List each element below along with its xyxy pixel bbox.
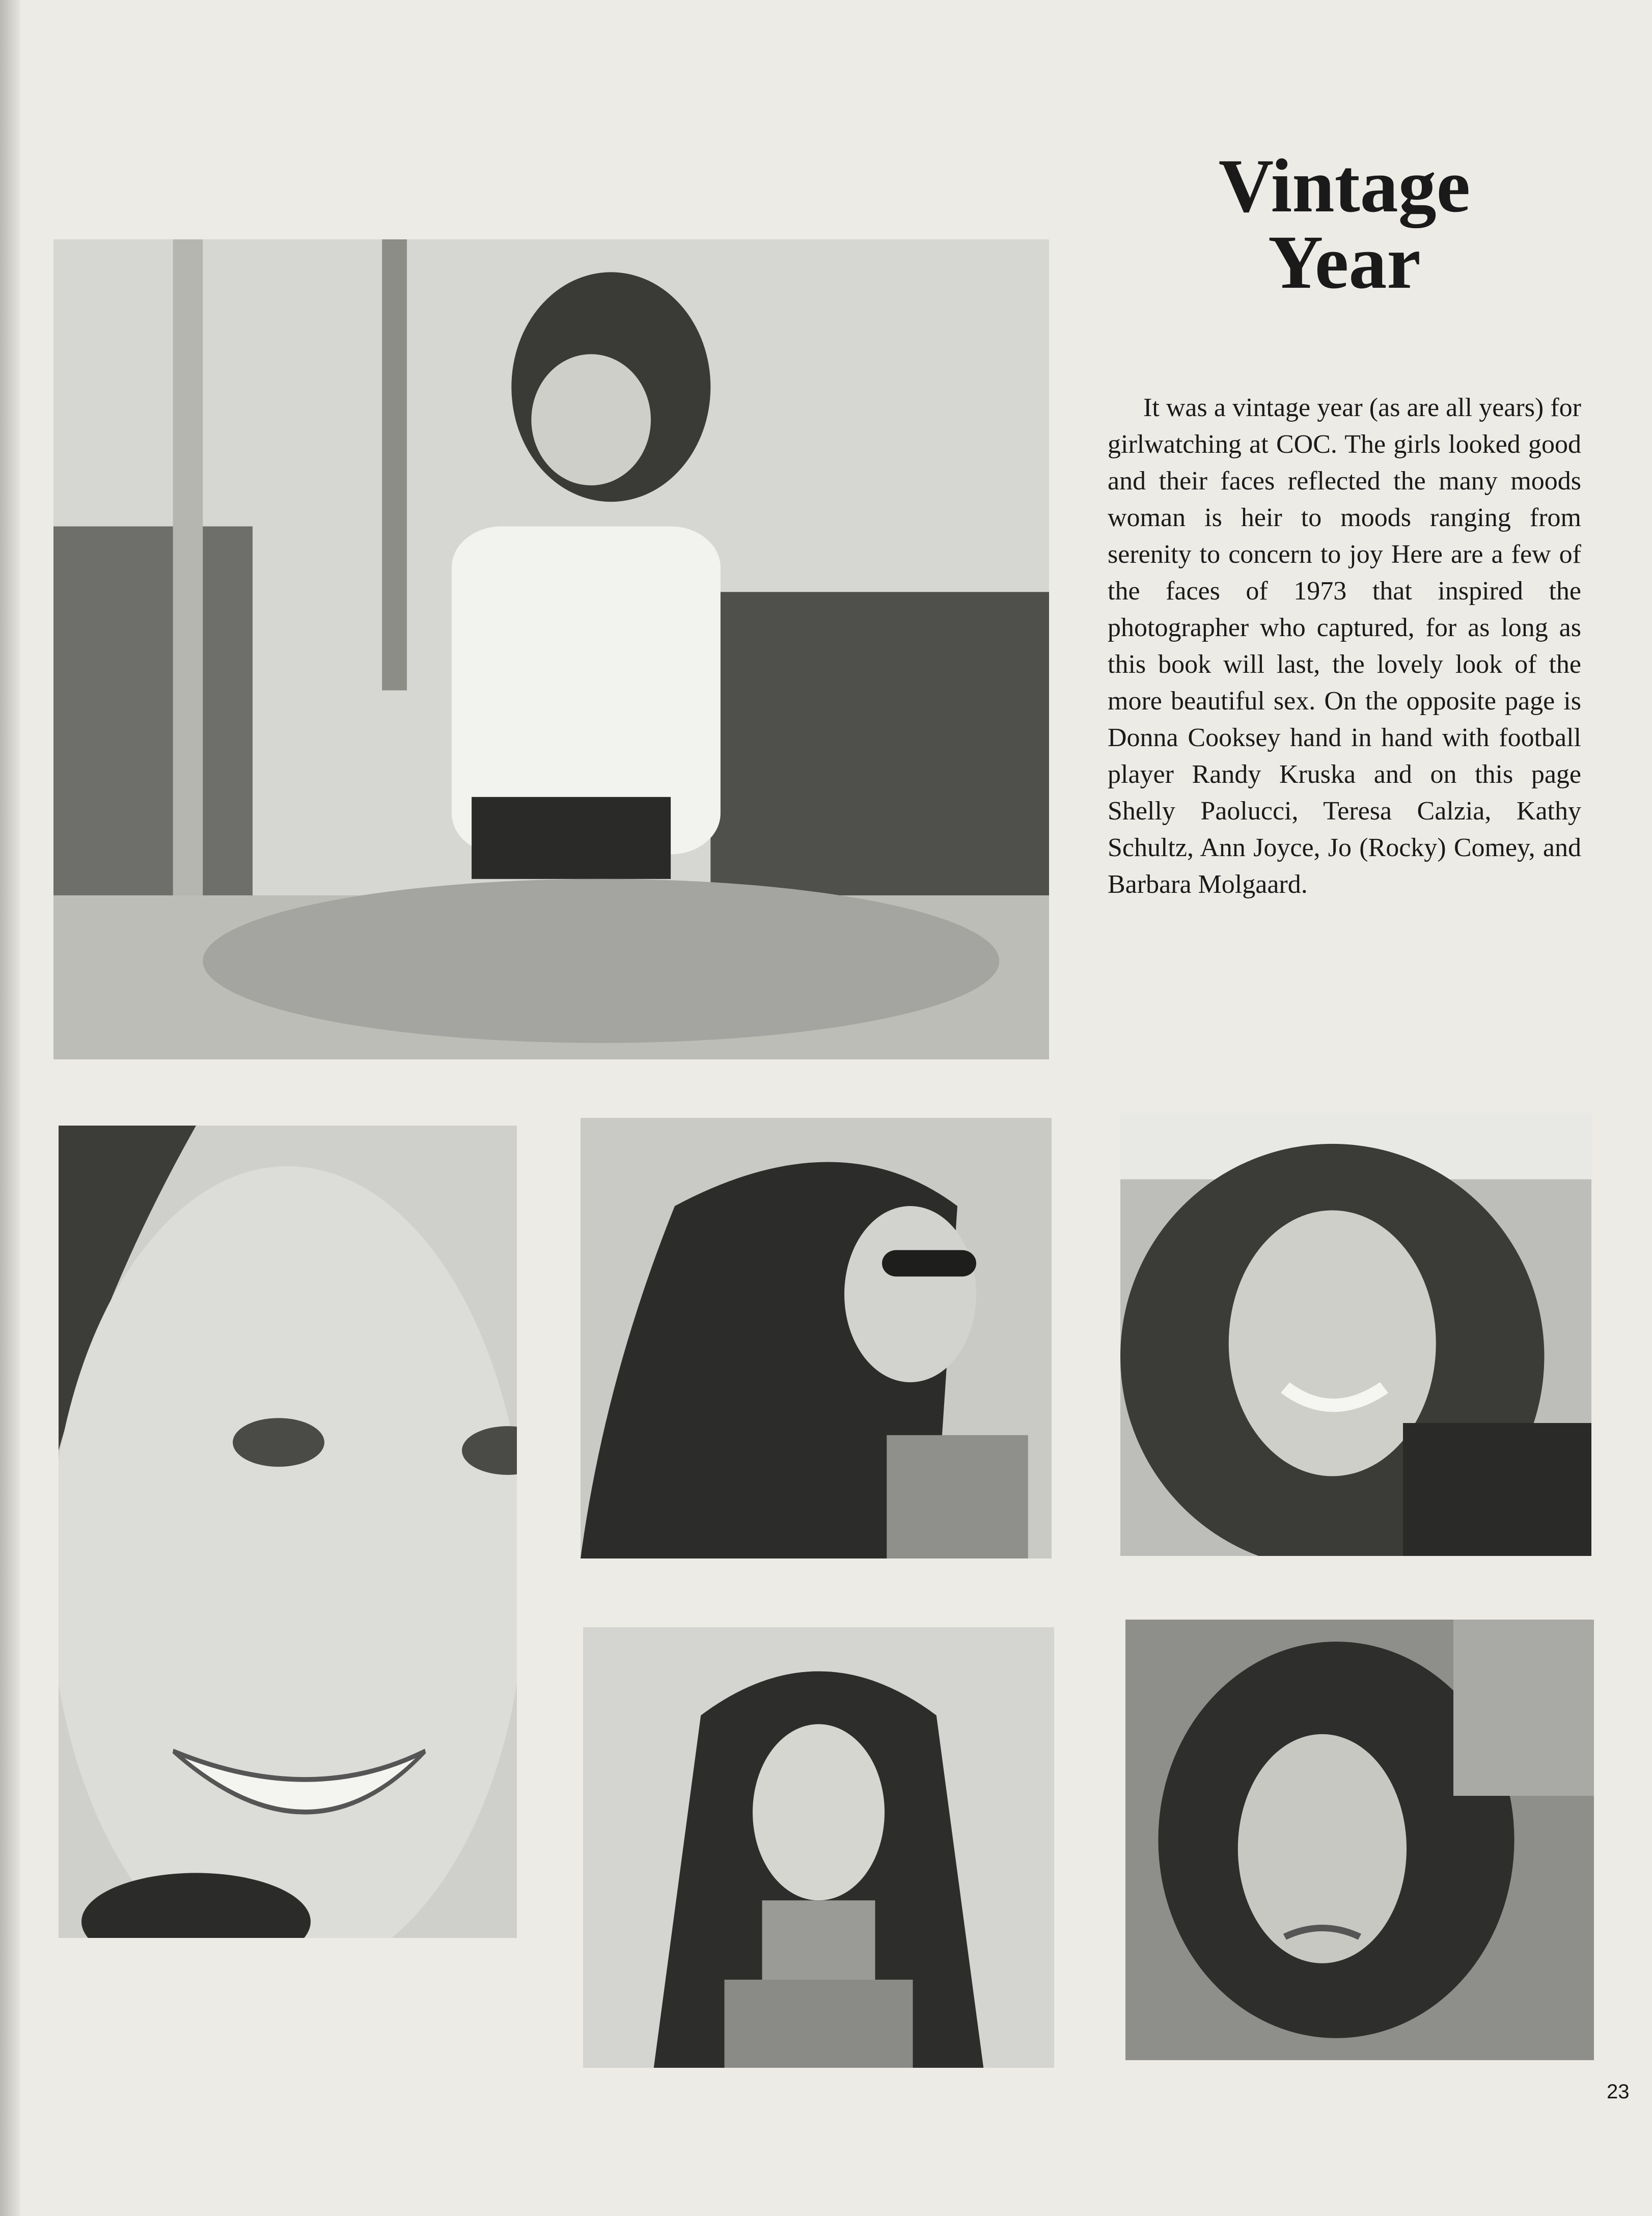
article-title [1141, 144, 1548, 305]
woman-smiling-curly-hair [1120, 1113, 1591, 1556]
page-edge-shadow [0, 0, 20, 2216]
title-line-2: Year [1268, 220, 1421, 305]
large-photo-seated-woman [53, 239, 1049, 1059]
woman-sunglasses-profile [581, 1118, 1052, 1558]
woman-frowning-portrait [1125, 1620, 1594, 2060]
closeup-smiling-face [59, 1126, 517, 1938]
title-line-1: Vintage [1218, 144, 1471, 228]
page-number: 23 [1607, 2081, 1630, 2103]
woman-turtleneck-portrait [583, 1627, 1054, 2068]
article-body: It was a vintage year (as are all years) for girlwatching at COC. The girls looked good and their faces reflected the many moods woman is heir to moods ranging from serenity to concern to joy Here are a few of the faces of 1973 that inspired the photographer who captured, for as long as this book will last, the lovely look of the more beautiful sex. On the opposite page is Donna Cooksey hand in hand with football player Randy Kruska and on this page Shelly Paolucci, Teresa Calzia, Kathy Schultz, Ann Joyce, Jo (Rocky) Comey, and Barbara Molgaard. [1108, 393, 1581, 899]
